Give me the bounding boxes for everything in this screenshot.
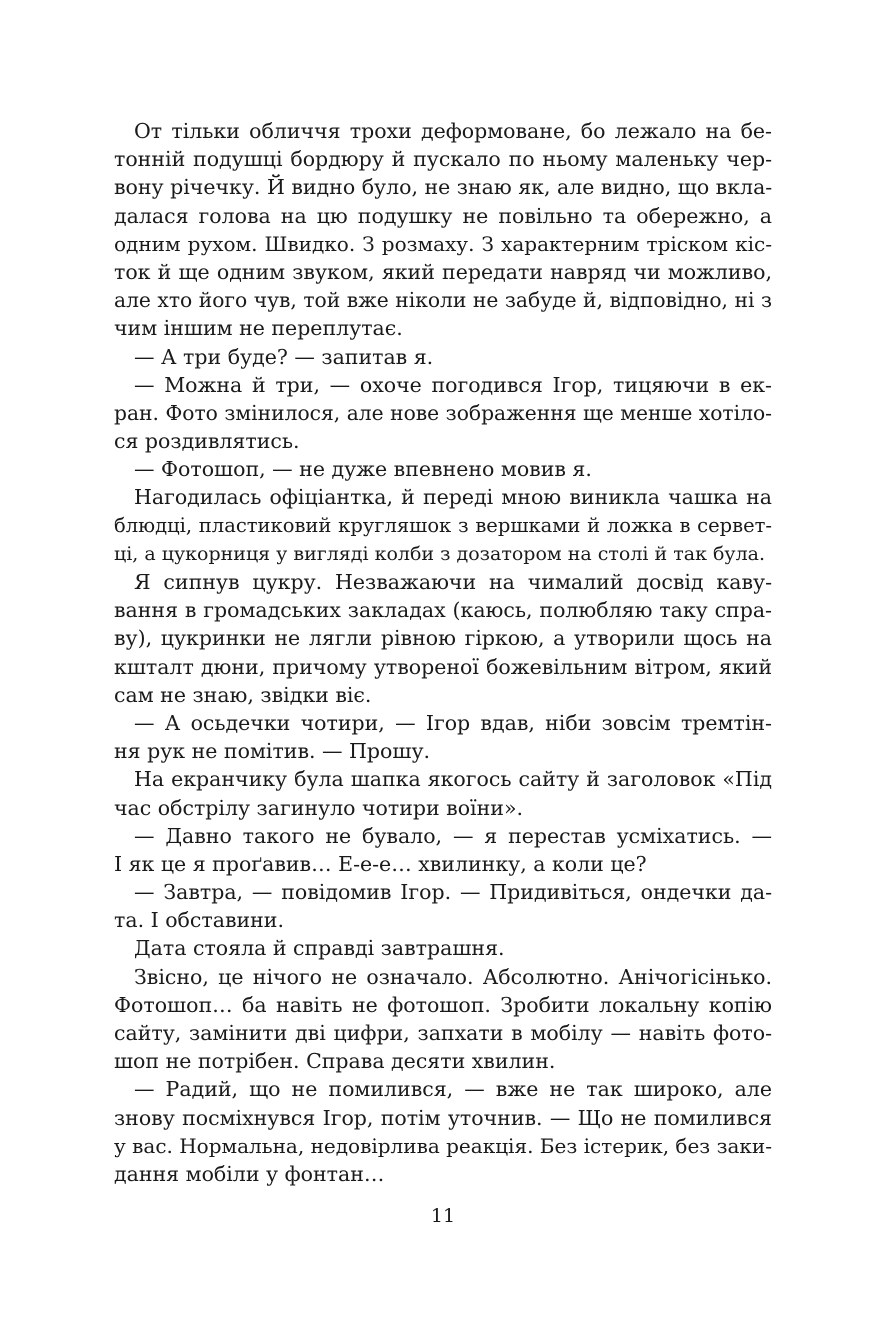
text-line: — А три буде? — запитав я. [134, 344, 434, 369]
text-line: чим іншим не переплутає. [114, 316, 403, 341]
text-line: вону річечку. Й видно було, не знаю як, але видно, що вкла- [114, 175, 773, 200]
text-line: тонній подушці бордюру й пускало по ньому маленьку чер- [114, 147, 772, 172]
text-line: у вас. Нормальна, недовірлива реакція. Без істерик, без заки- [114, 1133, 772, 1158]
text-line: кшталт дюни, причому утвореної божевільним вітром, який [114, 654, 772, 679]
text-line: Нагодилась офіціантка, й переді мною виникла чашка на [134, 485, 772, 510]
text-line: вання в громадських закладах (каюсь, полюбляю таку спра- [114, 598, 772, 623]
text-line: далася голова на цю подушку не повільно та обережно, а [114, 203, 772, 228]
page-number: 11 [430, 1205, 456, 1227]
body-text [114, 117, 772, 1188]
text-line: дання мобіли у фонтан… [114, 1161, 385, 1186]
text-line: ня рук не помітив. — Прошу. [114, 739, 431, 764]
text-line: Фотошоп… ба навіть не фотошоп. Зробити локальну копію [114, 992, 772, 1017]
text-line: І як це я проґавив… Е-е-е… хвилинку, а коли це? [114, 851, 647, 876]
text-line: Дата стояла й справді завтрашня. [134, 936, 505, 961]
text-line: блюдці, пластиковий кругляшок з вершками й ложка в сервет- [114, 513, 772, 537]
text-line: — Радий, що не помилився, — вже не так широко, але [134, 1077, 772, 1102]
text-line: От тільки обличчя трохи деформоване, бо лежало на бе- [134, 119, 772, 143]
text-line: ву), цукринки не лягли рівною гіркою, а утворили щось на [114, 626, 772, 651]
text-line: ці, а цукорниця у вигляді колби з дозатором на столі й так була. [114, 542, 766, 565]
text-line: — Можна й три, — охоче погодився Ігор, тицяючи в ек- [134, 372, 772, 397]
text-line: та. І обставини. [114, 908, 284, 933]
text-line: На екранчику була шапка якогось сайту й заголовок «Під [134, 767, 772, 792]
text-line: Я сипнув цукру. Незважаючи на чималий досвід каву- [134, 570, 772, 594]
text-line: час обстрілу загинуло чотири воїни». [114, 795, 523, 820]
text-line: але хто його чув, той вже ніколи не забуде й, відповідно, ні з [114, 288, 772, 313]
text-line: — Фотошоп, — не дуже впевнено мовив я. [134, 457, 592, 482]
text-line: сам не знаю, звідки віє. [114, 682, 372, 707]
text-line: Звісно, це нічого не означало. Абсолютно. Анічогісінько. [134, 964, 772, 989]
text-line: — А осьдечки чотири, — Ігор вдав, ніби зовсім тремтін- [134, 710, 772, 735]
text-line: шоп не потрібен. Справа десяти хвилин. [114, 1049, 556, 1074]
text-line: знову посміхнувся Ігор, потім уточнив. — Що не помилився [114, 1105, 772, 1130]
text-line: ся роздивлятись. [114, 429, 300, 454]
text-line: ток й ще одним звуком, який передати навряд чи можливо, [114, 259, 772, 284]
text-line: — Давно такого не бувало, — я перестав усміхатись. — [134, 823, 772, 848]
text-line: — Завтра, — повідомив Ігор. — Придивіться, ондечки да- [134, 880, 772, 905]
text-line: ран. Фото змінилося, але нове зображення ще менше хотіло- [114, 400, 772, 425]
text-line: одним рухом. Швидко. З розмаху. З характерним тріском кіс- [114, 231, 772, 256]
text-line: сайту, замінити дві цифри, запхати в мобілу — навіть фото- [114, 1021, 772, 1045]
